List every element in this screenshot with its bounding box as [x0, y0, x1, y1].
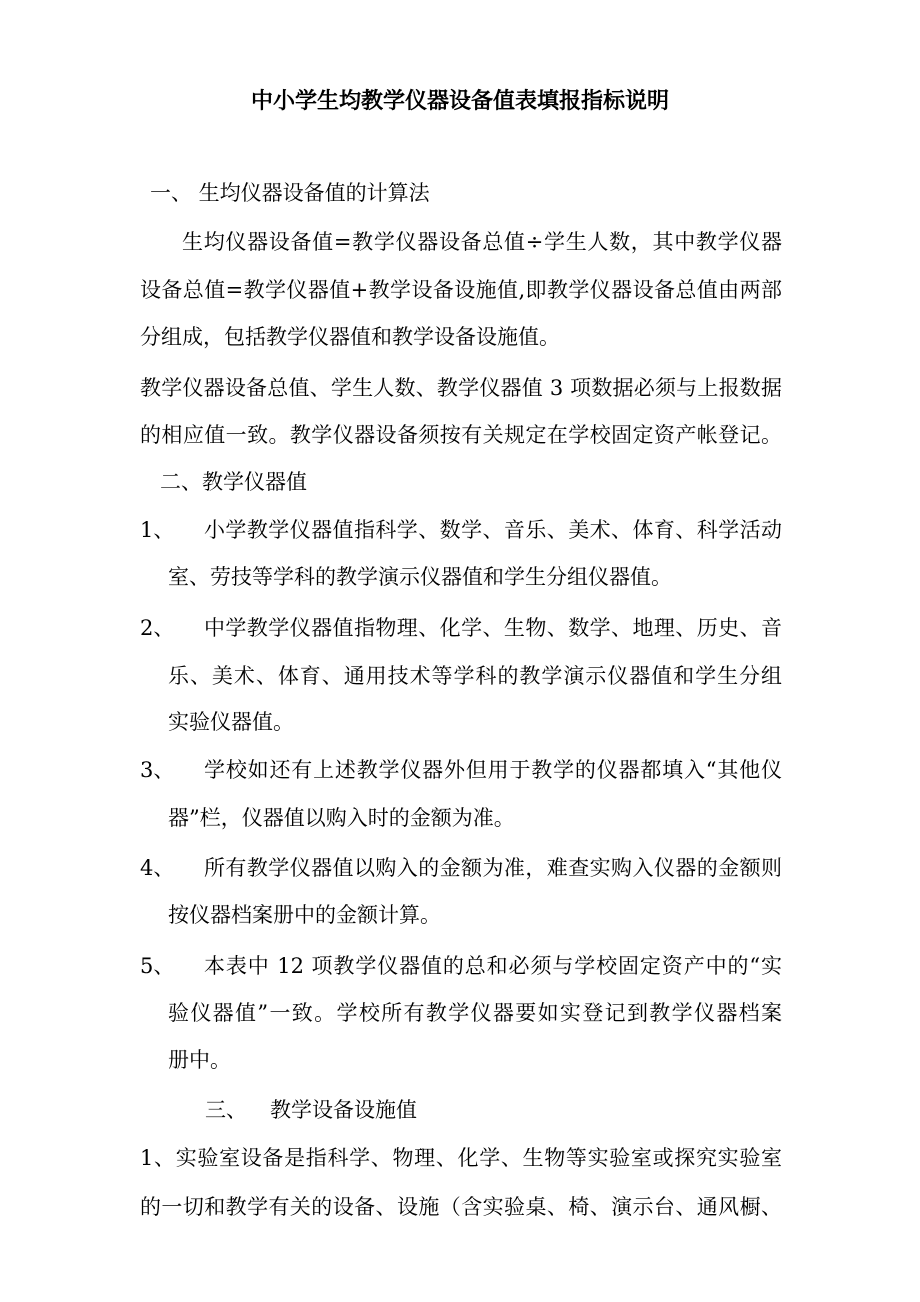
section-1-heading: 一、 生均仪器设备值的计算法: [150, 181, 430, 205]
item-line: 小学教学仪器值指科学、数学、音乐、美术、体育、科学活动: [204, 518, 782, 542]
item-line: 实验仪器值。: [168, 710, 294, 734]
paragraph-line: 的相应值一致。教学仪器设备须按有关规定在学校固定资产帐登记。: [140, 423, 782, 447]
item-line: 室、劳技等学科的教学演示仪器值和学生分组仪器值。: [168, 565, 672, 589]
paragraph-line: 1、实验室设备是指科学、物理、化学、生物等实验室或探究实验室: [140, 1146, 782, 1170]
item-line: 验仪器值”一致。学校所有教学仪器要如实登记到教学仪器档案: [168, 1001, 782, 1025]
item-number: 3、: [140, 758, 175, 782]
item-line: 中学教学仪器值指物理、化学、生物、数学、地理、历史、音: [204, 616, 782, 640]
paragraph-line: 设备总值=教学仪器值+教学设备设施值,即教学仪器设备总值由两部: [140, 278, 782, 302]
item-line: 本表中 12 项教学仪器值的总和必须与学校固定资产中的“实: [204, 954, 782, 978]
item-line: 册中。: [168, 1048, 231, 1072]
item-number: 2、: [140, 616, 175, 640]
item-line: 器”栏，仪器值以购入时的金额为准。: [168, 806, 515, 830]
paragraph-line: 分组成，包括教学仪器值和教学设备设施值。: [140, 325, 560, 349]
item-number: 1、: [140, 518, 175, 542]
paragraph-line: 的一切和教学有关的设备、设施（含实验桌、椅、演示台、通风橱、: [140, 1195, 782, 1219]
document-title: 中小学生均教学仪器设备值表填报指标说明: [250, 88, 669, 114]
paragraph-line: 生均仪器设备值=教学仪器设备总值÷学生人数，其中教学仪器: [182, 230, 782, 254]
section-3-number: 三、: [205, 1098, 247, 1122]
paragraph-line: 教学仪器设备总值、学生人数、教学仪器值 3 项数据必须与上报数据: [140, 376, 782, 400]
item-number: 5、: [140, 954, 175, 978]
item-line: 学校如还有上述教学仪器外但用于教学的仪器都填入“其他仪: [204, 758, 782, 782]
item-number: 4、: [140, 856, 175, 880]
item-line: 所有教学仪器值以购入的金额为准，难查实购入仪器的金额则: [204, 856, 782, 880]
section-3-heading: 教学设备设施值: [270, 1098, 417, 1122]
item-line: 乐、美术、体育、通用技术等学科的教学演示仪器值和学生分组: [168, 664, 782, 688]
item-line: 按仪器档案册中的金额计算。: [168, 903, 441, 927]
section-2-heading: 二、教学仪器值: [160, 470, 307, 494]
